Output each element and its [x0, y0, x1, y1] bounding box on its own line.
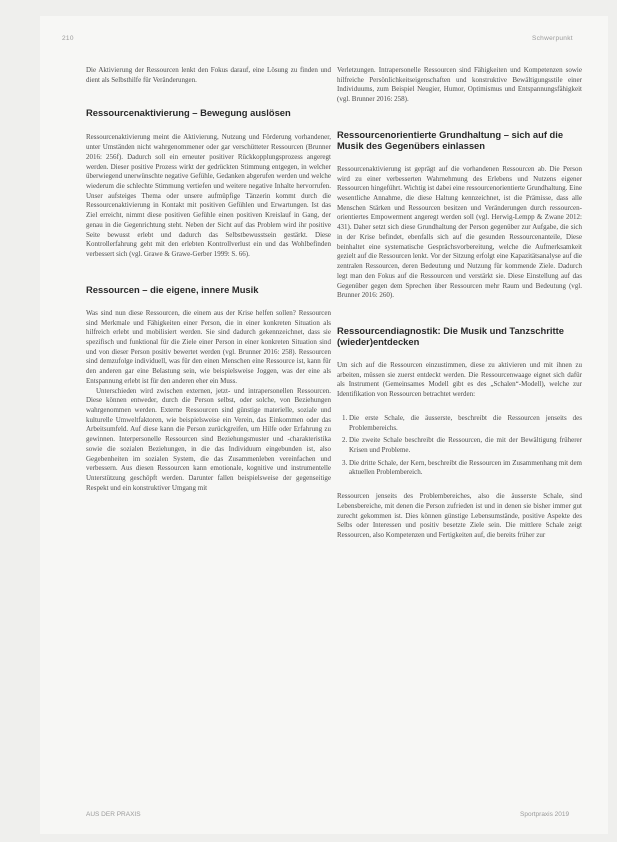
left-column	[86, 66, 331, 493]
right-intro-paragraph: Verletzungen. Intrapersonelle Ressourcen sind Fähigkeiten und Kompetenzen sowie hilfreiche Persönlichkeitseigenschaften und konstruktive Bewältigungsstile einer Individuums, zum Beispiel Neugier, Humor, Optimismus und Entspannungsfähigkeit (vgl. Brunner 2016: 258).	[337, 66, 582, 104]
section-body: Was sind nun diese Ressourcen, die einem aus der Krise helfen sollen? Ressourcen sind Merkmale und Fähigkeiten einer Person, die in einer konkreten Situation als hilfreich erlebt und mobilisiert werden. Sie sind dadurch gekennzeichnet, dass sie spezifisch und funktional für die Ziele einer Person in einer konkreten Situation sind und von dieser Person positiv bewertet werden (vgl. Brunner 2016: 258). Ressourcen sind demzufolge individuell, was für den einen Menschen eine Ressource ist, kann für den anderen gar eine Belastung sein, wie beispielsweise Joggen, was der eine als Entspannung erlebt ist für den anderen eher ein Muss.	[86, 308, 331, 385]
running-head: Schwerpunkt	[532, 35, 573, 42]
left-intro-paragraph: Die Aktivierung der Ressourcen lenkt den Fokus darauf, eine Lösung zu finden und dient als Selbsthilfe für Veränderungen.	[86, 66, 331, 84]
section-heading: Ressourcenaktivierung – Bewegung auslösen	[86, 107, 291, 119]
footer-right: Sportpraxis 2019	[520, 811, 570, 818]
schalen-list	[337, 414, 582, 478]
list-item: 3. Die dritte Schale, der Kern, beschreibt die Ressourcen im Zusammenhang mit dem aktuellen Problembereich.	[349, 459, 582, 478]
section-ressourcen-innere-musik	[86, 284, 331, 494]
right-column	[337, 66, 582, 541]
section-grundhaltung	[337, 129, 582, 301]
section-body: Ressourcenaktivierung meint die Aktivierung, Nutzung und Förderung vorhandener, unter Umständen nicht wahrgenommener oder gar verschütteter Ressourcen (Brunner 2016: 256f). Dadurch soll ein erneuter positiver Rückkopplungsprozess angeregt werden. Dieser positive Prozess wirkt der gedrückten Stimmung entgegen, in welcher überwiegend unerwünschte negative Gefühle, Gedanken abgerufen werden und welche wiederum die schlechte Stimmung vertiefen und weitere negative Inhalte hervorrufen. Unser aufsteiges Thema oder unsere aufmüpfige Tänzerin kommt durch die Ressourcenaktivierung in Kontakt mit positiven Gefühlen und Erwartungen. Ist das Ziel erreicht, nimmt diese positiven Gefühle einen positiven Kreislauf in Gang, der genau in die Gegenrichtung steht. Neben der Sicht auf das Problem wird ihr positive Seite bewusst erlebt und dadurch das Selbstbewusstsein gestärkt. Diese Kontrollerfahrung geht mit den erlebten Kontrollverlust ein und das Wohlbefinden verbessert sich (vgl. Grawe & Grawe-Gerber 1999: S. 66).	[86, 133, 331, 259]
section-body: Ressourcenaktivierung ist geprägt auf die vorhandenen Ressourcen ab. Die Person wird zu einer verbesserten Wahrnehmung des Erlebens und Nutzens eigener Ressourcen hingeführt. Wichtig ist dabei eine ressourcenorientierte Grundhaltung. Eine wesentliche Annahme, die diese Haltung kennzeichnet, ist die Prämisse, dass alle Menschen Stärken und Ressourcen besitzen und Veränderungen durch ressourcen-orientiertes Empowerment angeregt werden soll (vgl. Herwig-Lempp & Zwane 2012: 431). Daher setzt sich diese Grundhaltung der Person gegenüber zur Aufgabe, die sich in der Krise befindet, ebenfalls sich auf die gesunden Ressourcenanteile, Diese beinhaltet eine systematische Gesprächsvorbereitung, welche die Aufmerksamkeit gezielt auf die Ressourcen lenkt. Vor der Sitzung erfolgt eine Kapazitätsanalyse auf die zentralen Ressourcen, deren Bedeutung und Nutzung für kommende Ziele. Dadurch legt man den Fokus auf die Ressourcen und verstärkt sie. Diese Einstellung auf das Gegenüber gegen dem Sprechen über Ressourcen mehr Raum und Bedeutung (vgl. Brunner 2016: 260).	[337, 164, 582, 300]
section-ressourcenaktivierung	[86, 107, 331, 259]
section-body: Ressourcen jenseits des Problembereiches, also die äusserste Schale, sind Lebensbereiche, mit denen die Person zufrieden ist und in denen sie bisher immer gut zurecht gekommen ist. Dies können günstige Lebensumstände, positive Aspekte des Selbs oder Interessen und positiv besetzte Ziele sein. Die mittlere Schale zeigt Ressourcen, also Kompetenzen und Fertigkeiten auf, die bereits früher zur	[337, 492, 582, 539]
page-number: 210	[62, 35, 74, 42]
list-item: 1. Die erste Schale, die äusserste, beschreibt die Ressourcen jenseits des Problembereichs.	[349, 414, 582, 433]
section-body: Unterschieden wird zwischen externen, jetzt- und intrapersonellen Ressourcen. Diese können entweder, durch die Person selbst, oder solche, von Beziehungen wahrgenommen werden. Externe Ressourcen sind günstige materielle, soziale und kulturelle Umweltfaktoren, wie beispielsweise ein Verein, das Einkommen oder das Arbeitsumfeld. Auf diese kann die Person zurückgreifen, um Hilfe oder Erfahrung zu gewinnen. Interpersonelle Ressourcen sind Beziehungsmuster und -charakteristika sowie die sozialen Beziehungen, in die das Individuum eingebunden ist, also Gegebenheiten im sozialen System, die das Zusammenleben vereinfachen und verbessern. Aus diesen Ressourcen kann emotionale, kognitive und instrumentelle Unterstützung geschöpft werden. Darunter fallen beispielsweise der gegenseitige Respekt und ein konstruktiver Umgang mit	[86, 386, 331, 492]
list-item: 2. Die zweite Schale beschreibt die Ressourcen, die mit der Bewältigung früherer Krisen und Probleme.	[349, 436, 582, 455]
section-heading: Ressourcenorientierte Grundhaltung – sich auf die Musik des Gegenübers einlassen	[337, 128, 564, 151]
footer-left: AUS DER PRAXIS	[86, 811, 141, 818]
section-body: Um sich auf die Ressourcen einzustimmen, diese zu aktivieren und mit ihnen zu arbeiten, müssen sie zuerst entdeckt werden. Die Ressourcenwaage eignet sich dafür als Instrument (Gemeinsames Modell gibt es des „Schalen“-Modell), welche zur Identifikation von Ressourcen betrachtet werden:	[337, 360, 582, 399]
section-heading: Ressourcendiagnostik: Die Musik und Tanzschritte (wieder)entdecken	[337, 324, 564, 347]
section-heading: Ressourcen – die eigene, innere Musik	[86, 283, 259, 295]
section-ressourcendiagnostik	[337, 325, 582, 541]
